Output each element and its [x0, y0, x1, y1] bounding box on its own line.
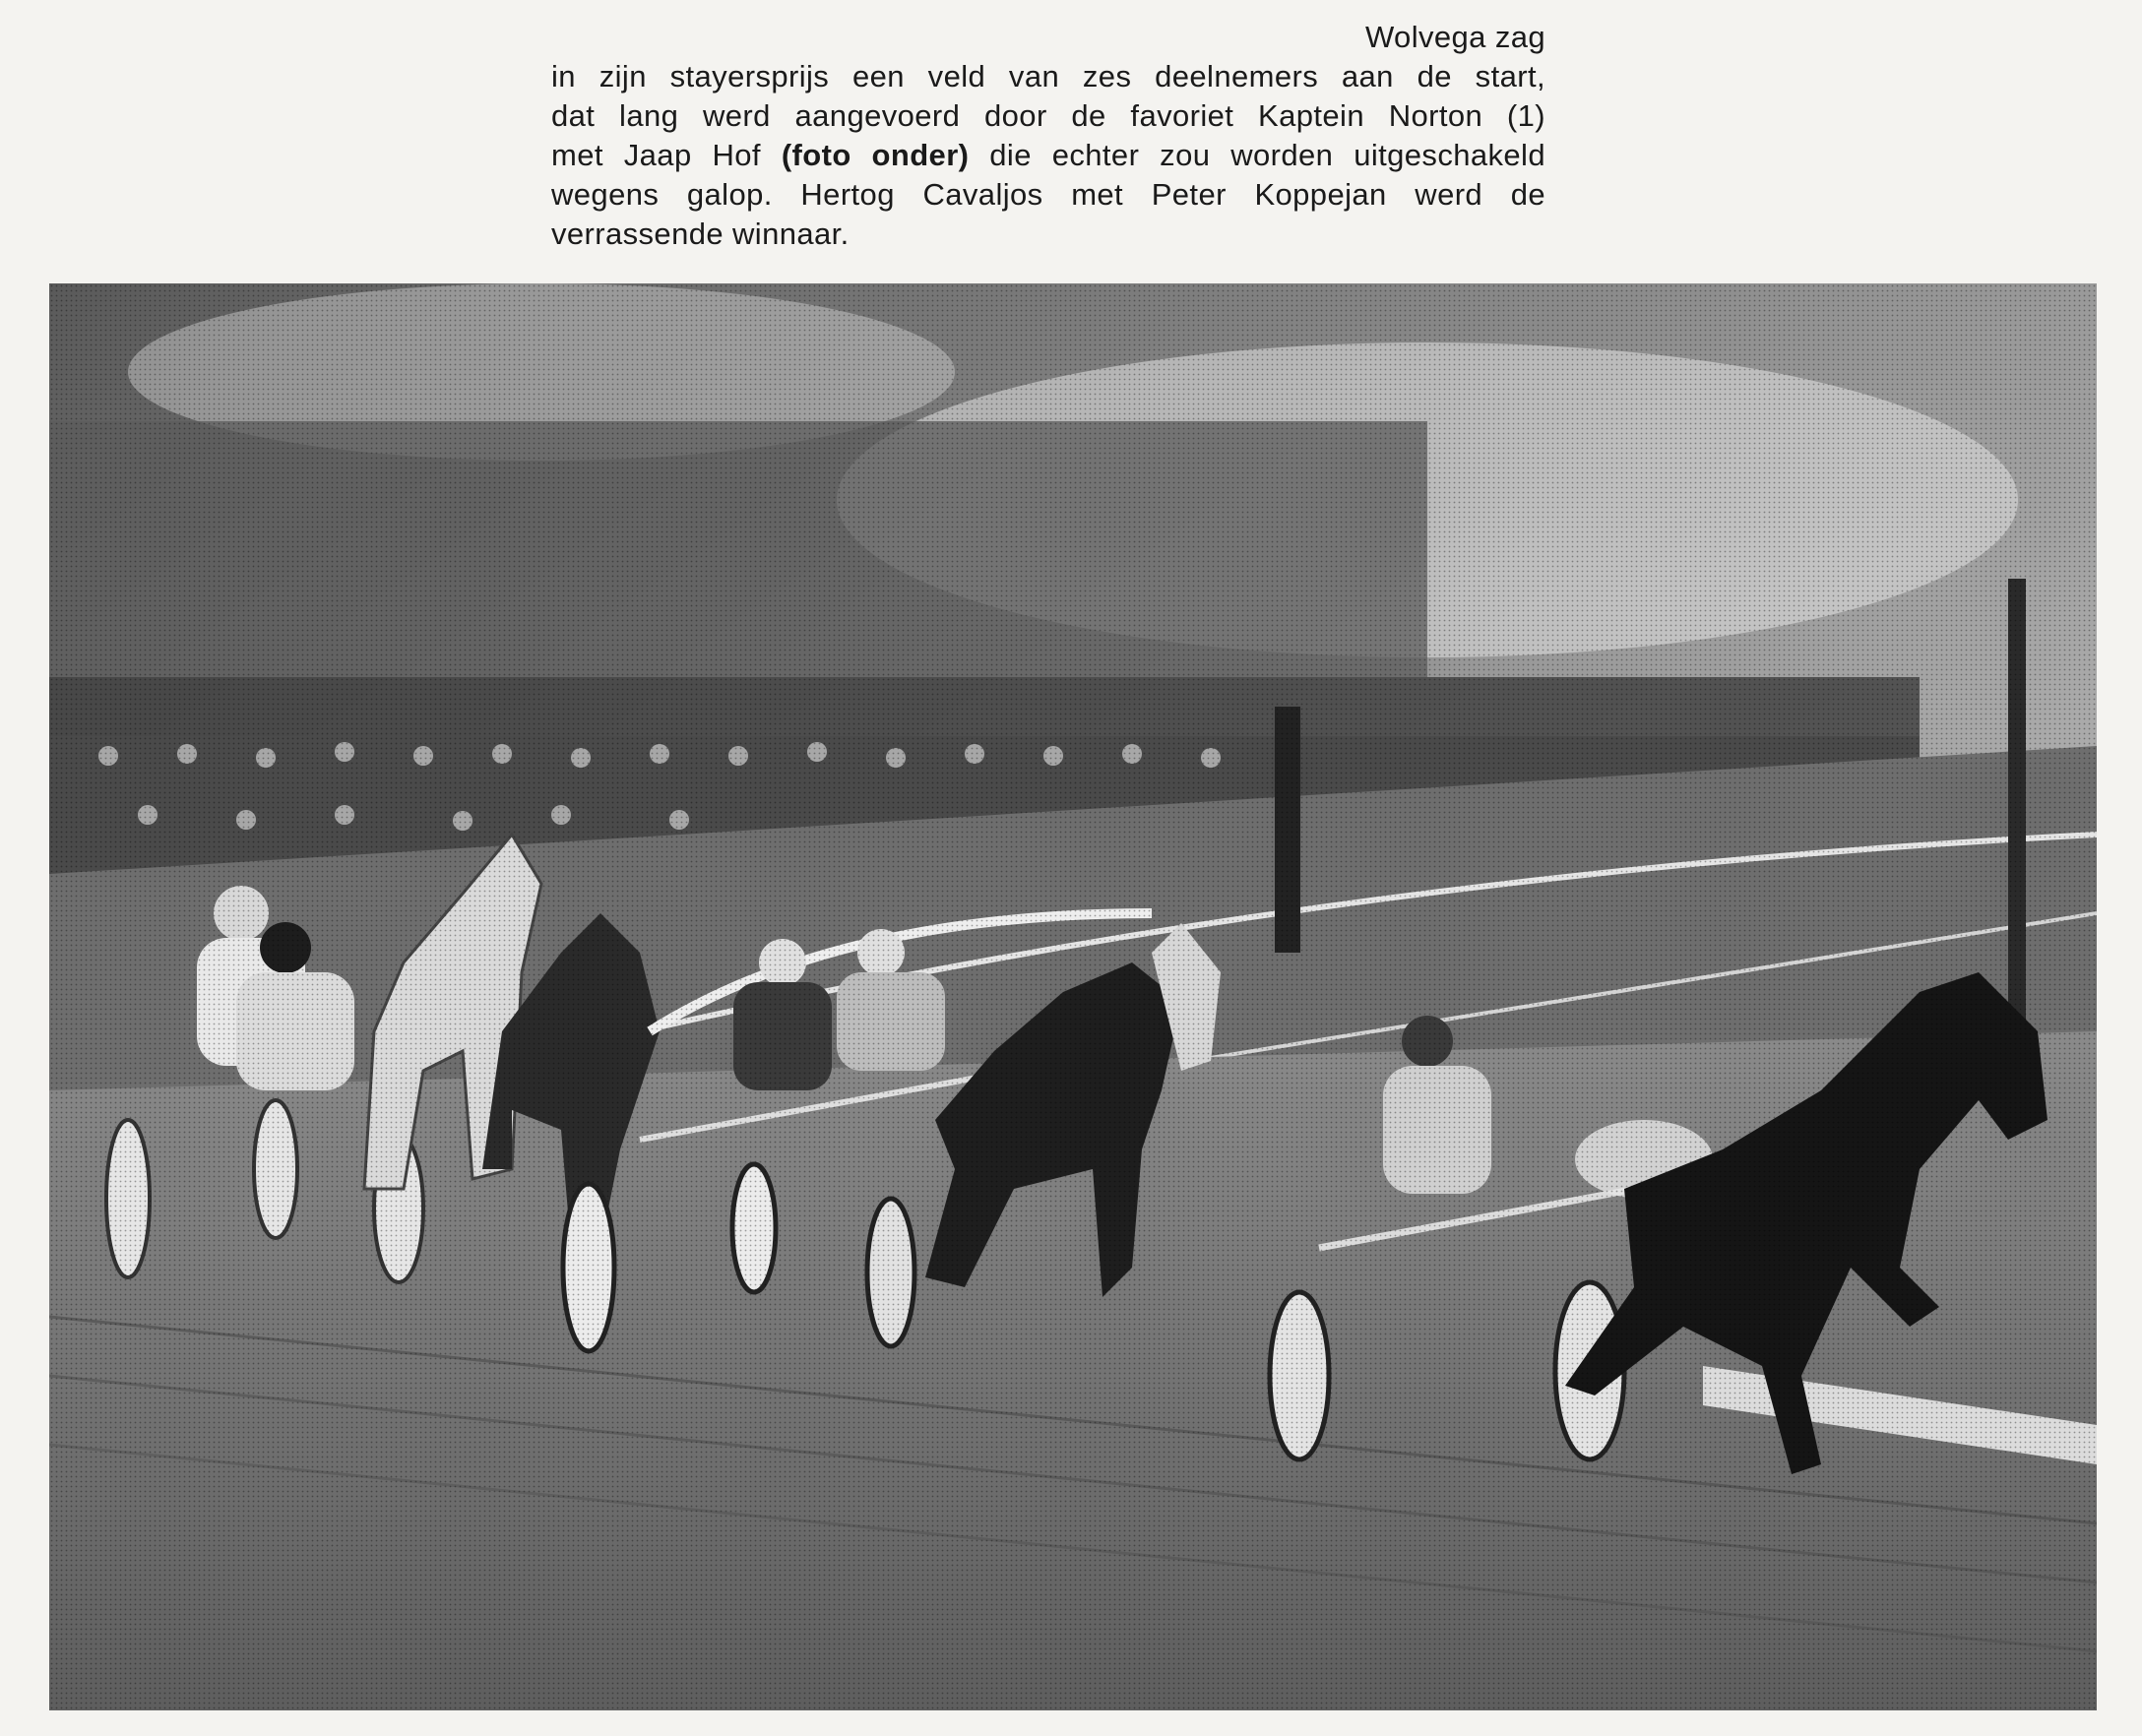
- article-caption: [551, 18, 1545, 254]
- caption-line-2: dat lang werd aangevoerd door de favoriet Kaptein Norton (1): [551, 98, 1545, 133]
- caption-line-3: [551, 136, 1545, 175]
- harness-racing-photo: [49, 283, 2097, 1710]
- caption-lead: Wolvega zag: [1364, 20, 1545, 54]
- caption-line-4: wegens galop. Hertog Cavaljos met Peter Koppejan werd de: [551, 177, 1545, 212]
- caption-photo-reference: (foto onder): [781, 138, 970, 172]
- caption-line-5: verrassende winnaar.: [551, 217, 850, 251]
- caption-line-3-start: met Jaap Hof: [551, 138, 761, 172]
- caption-line-3-end: die echter zou worden uitgeschakeld: [989, 138, 1545, 172]
- caption-line-1: in zijn stayersprijs een veld van zes deelnemers aan de start,: [551, 59, 1545, 93]
